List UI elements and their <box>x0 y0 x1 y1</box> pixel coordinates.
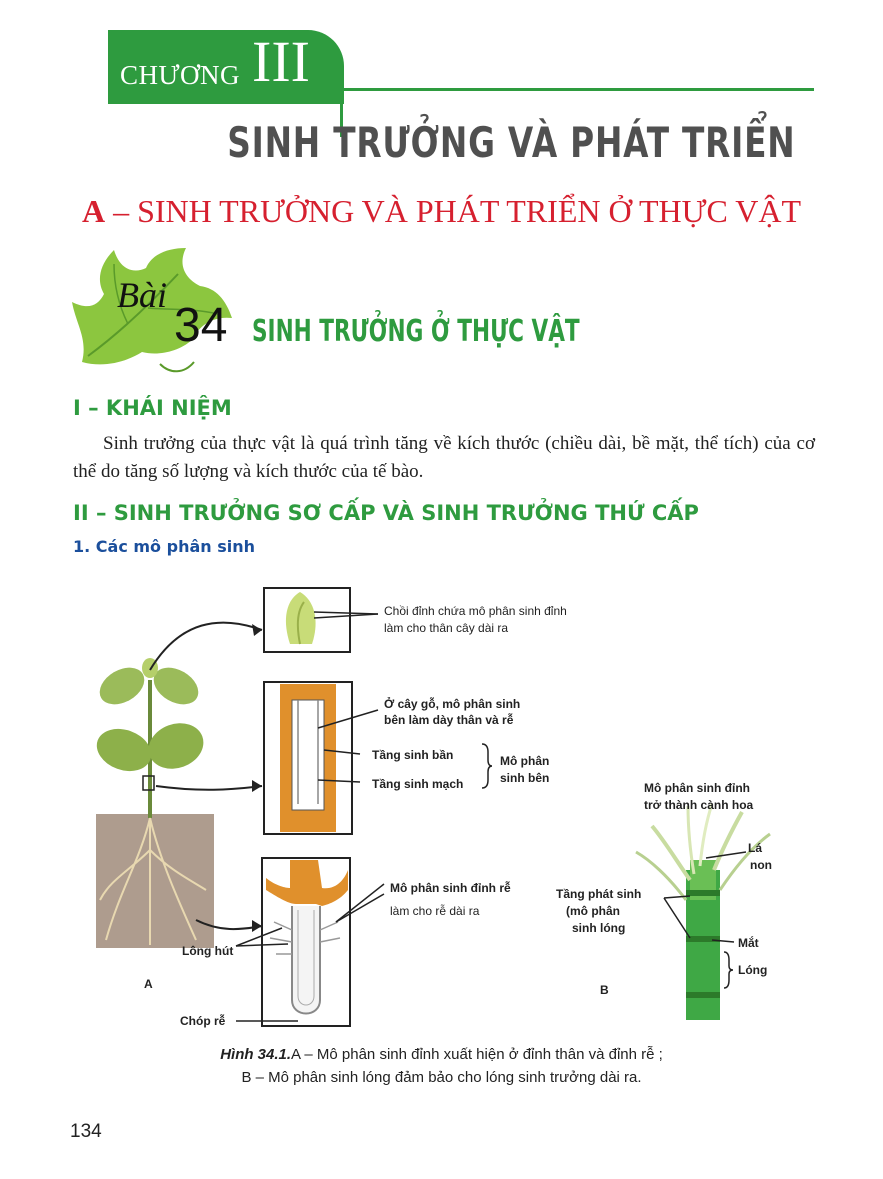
page-number: 134 <box>70 1121 102 1142</box>
part-letter: A <box>81 193 106 229</box>
caption-line-2: B – Mô phân sinh lóng đảm bảo cho lóng sinh trưởng dài ra. <box>241 1069 642 1086</box>
label-root-apical: Mô phân sinh đỉnh rễ <box>390 881 511 895</box>
plant-illustration <box>91 658 214 948</box>
concept-paragraph: Sinh trưởng của thực vật là quá trình tăng về kích thước (chiều dài, bề mặt, thể tích) của cơ thể do tăng số lượng và kích thước của tế bào. <box>73 433 815 482</box>
chapter-title: SINH TRƯỞNG VÀ PHÁT TRIỂN <box>226 118 795 167</box>
label-root-cap: Chóp rễ <box>180 1014 226 1028</box>
label-intercalary-3: sinh lóng <box>572 921 626 935</box>
label-lateral-meristem-2: sinh bên <box>500 771 550 785</box>
chapter-number: III <box>252 29 310 94</box>
label-flower-meristem: Mô phân sinh đỉnh <box>644 781 750 795</box>
caption-line-1: A – Mô phân sinh đỉnh xuất hiện ở đỉnh thân và đỉnh rễ ; <box>291 1046 663 1063</box>
label-internode: Lóng <box>738 963 768 977</box>
label-node: Mắt <box>738 936 759 950</box>
label-young-leaf-2: non <box>750 858 772 872</box>
label-young-leaf: Lá <box>748 841 763 855</box>
label-vascular-cambium: Tầng sinh mạch <box>372 777 464 791</box>
label-panel-a: A <box>144 977 153 991</box>
label-apical-bud-2: làm cho thân cây dài ra <box>384 621 509 635</box>
label-flower-meristem-2: trở thành cành hoa <box>644 798 754 812</box>
lesson-word: Bài <box>117 275 167 315</box>
section-heading-growth: II – SINH TRƯỞNG SƠ CẤP VÀ SINH TRƯỞNG THỨ CẤP <box>73 501 699 525</box>
label-intercalary-2: (mô phân <box>566 904 620 918</box>
caption-label: Hình 34.1. <box>220 1046 292 1063</box>
label-cork-cambium: Tầng sinh bần <box>372 748 454 762</box>
label-lateral-meristem: Mô phân <box>500 754 550 768</box>
part-title-text: – SINH TRƯỞNG VÀ PHÁT TRIỂN Ở THỰC VẬT <box>105 193 802 229</box>
label-root-hair: Lông hút <box>182 944 234 958</box>
grass-illustration <box>636 804 770 1020</box>
label-woody: Ở cây gỗ, mô phân sinh <box>384 697 521 711</box>
figure-caption <box>0 1043 883 1089</box>
subsection-heading: 1. Các mô phân sinh <box>73 537 255 556</box>
part-title <box>0 193 883 230</box>
label-root-apical-2: làm cho rễ dài ra <box>390 904 480 918</box>
lesson-title: SINH TRƯỞNG Ở THỰC VẬT <box>252 314 580 349</box>
section-heading-concept: I – KHÁI NIỆM <box>73 396 232 420</box>
chapter-word: CHƯƠNG <box>120 60 240 90</box>
label-intercalary: Tầng phát sinh <box>556 887 642 901</box>
label-apical-bud: Chồi đỉnh chứa mô phân sinh đỉnh <box>384 604 567 618</box>
label-panel-b: B <box>600 983 609 997</box>
lesson-number: 34 <box>174 299 228 352</box>
label-woody-2: bên làm dày thân và rễ <box>384 713 514 727</box>
